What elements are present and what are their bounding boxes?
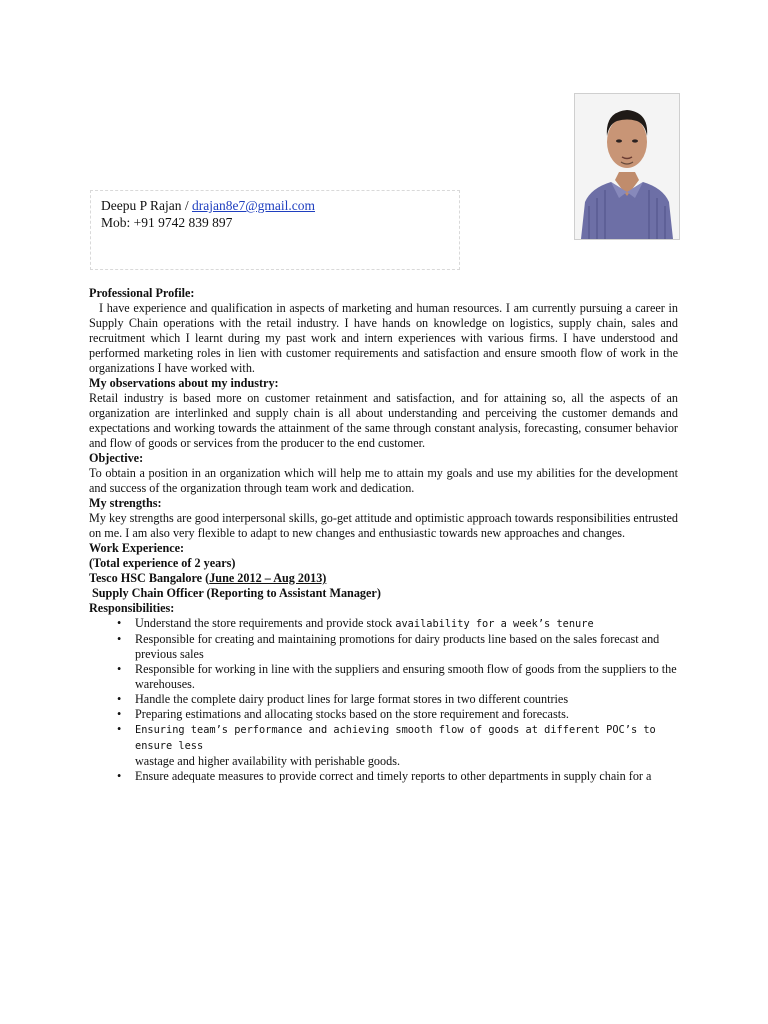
responsibilities-list [89, 616, 678, 784]
resp-text-mono: Ensuring team’s performance and achieving smooth flow of goods at different POC’s to ensure less [135, 724, 656, 752]
list-item: • Handle the complete dairy product lines for large format stores in two different countries [89, 692, 678, 707]
resp-text: wastage and higher availability with perishable goods. [135, 754, 401, 768]
candidate-name: Deepu P Rajan / [101, 198, 192, 213]
company-name: Tesco HSC Bangalore ( [89, 571, 210, 585]
job-role: Supply Chain Officer (Reporting to Assistant Manager) [92, 586, 381, 600]
observations-text: Retail industry is based more on customer retainment and satisfaction, and for attaining so, all the aspects of an organization are interlinked and supply chain is all about understanding and perceiving the customer demands and expectations and working towards the attainment of the same through constant analysis, forecasting, consumer behavior and flow of goods or services from the producer to the end customer. [89, 391, 678, 450]
person-portrait-icon [575, 94, 679, 239]
employment-dates: June 2012 – Aug 2013) [209, 571, 327, 585]
observations-heading: My observations about my industry: [89, 376, 279, 390]
list-item: • Responsible for working in line with the suppliers and ensuring smooth flow of goods from the suppliers to the warehouses. [89, 662, 678, 692]
resume-body [89, 286, 678, 784]
list-item: • Ensure adequate measures to provide correct and timely reports to other departments in supply chain for a [89, 769, 678, 784]
list-item [89, 722, 678, 769]
list-item [89, 616, 678, 632]
resp-text: Understand the store requirements and provide stock [135, 616, 396, 630]
resp-text-mono: availability for a week’s tenure [395, 618, 594, 630]
profile-heading: Professional Profile: [89, 286, 195, 300]
email-link[interactable]: drajan8e7@gmail.com [191, 198, 316, 213]
work-experience-heading: Work Experience: [89, 541, 185, 555]
list-item: • Preparing estimations and allocating stocks based on the store requirement and forecasts. [89, 707, 678, 722]
total-experience: (Total experience of 2 years) [89, 556, 236, 570]
profile-text: I have experience and qualification in aspects of marketing and human resources. I am currently pursuing a career in Supply Chain operations with the retail industry. I have hands on knowledge on logistics, supply chain, sales and recruitment which I learnt during my past work and intern experiences with various firms. I have understood and performed marketing roles in lien with customer requirements and satisfaction and ensure smooth flow of work in the organizations I have worked with. [89, 301, 678, 375]
strengths-text: My key strengths are good interpersonal skills, go-get attitude and optimistic approach towards responsibilities entrusted on me. I am also very flexible to adapt to new changes and enthusiastic towards new approaches and changes. [89, 511, 678, 540]
company-line [89, 571, 678, 586]
contact-box [90, 190, 460, 270]
name-line [101, 197, 449, 214]
mobile-number: Mob: +91 9742 839 897 [101, 215, 233, 230]
objective-heading: Objective: [89, 451, 144, 465]
profile-photo [574, 93, 680, 240]
strengths-heading: My strengths: [89, 496, 162, 510]
objective-text: To obtain a position in an organization which will help me to attain my goals and use my abilities for the development and success of the organization through team work and dedication. [89, 466, 678, 495]
list-item: • Responsible for creating and maintaining promotions for dairy products line based on the sales forecast and previous sales [89, 632, 678, 662]
responsibilities-heading: Responsibilities: [89, 601, 175, 615]
